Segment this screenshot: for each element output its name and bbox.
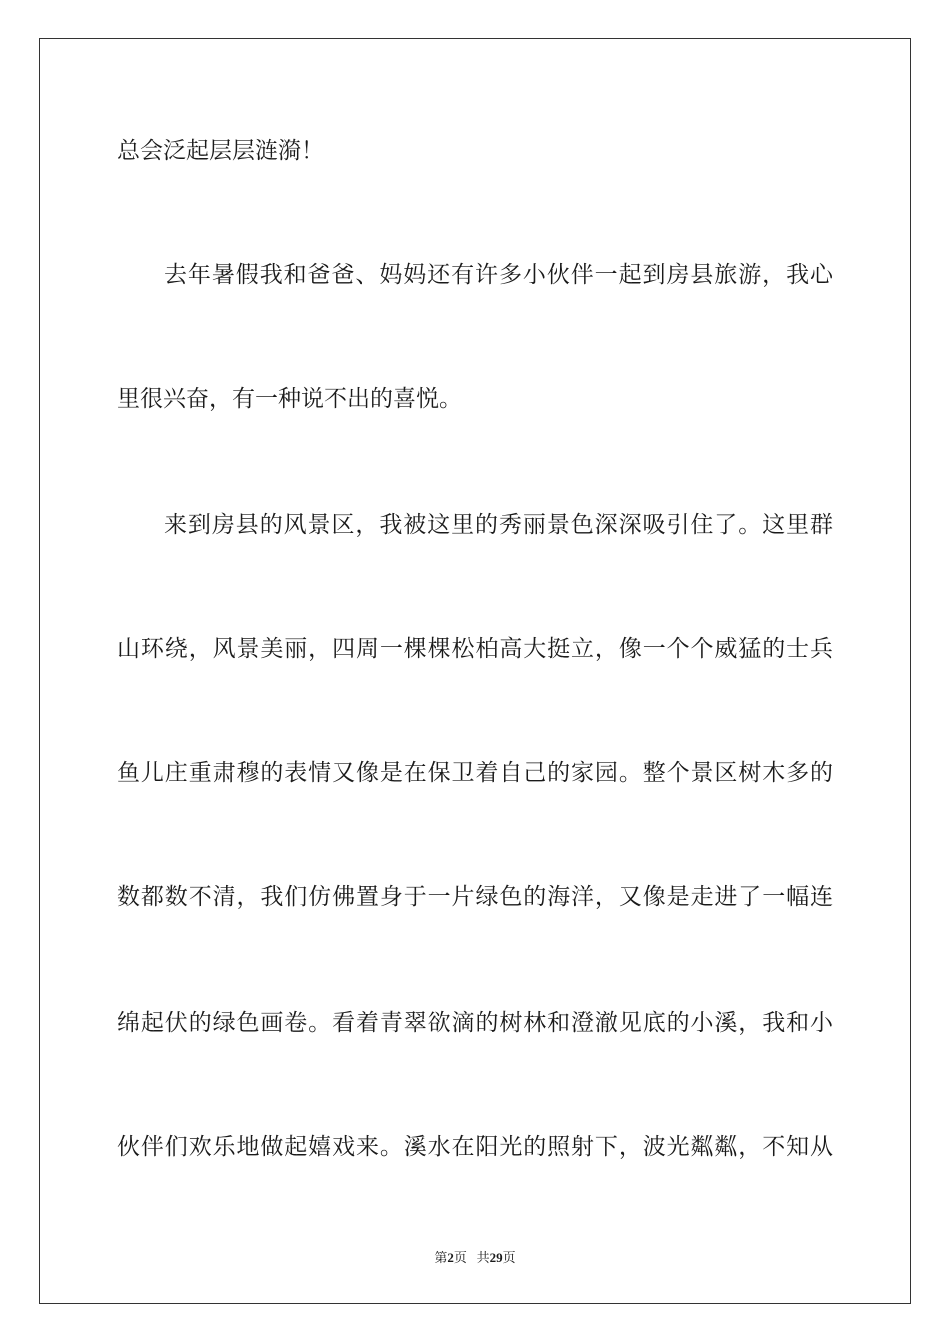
footer-total-number: 29 [489, 1250, 503, 1265]
page-border [39, 38, 911, 1304]
page-footer [0, 1247, 950, 1266]
text-line-2: 去年暑假我和爸爸、妈妈还有许多小伙伴一起到房县旅游，我心 [164, 262, 833, 288]
text-line-8: 绵起伏的绿色画卷。看着青翠欲滴的树林和澄澈见底的小溪，我和小 [117, 1010, 833, 1036]
text-line-4: 来到房县的风景区，我被这里的秀丽景色深深吸引住了。这里群 [164, 512, 833, 538]
text-line-9: 伙伴们欢乐地做起嬉戏来。溪水在阳光的照射下，波光粼粼，不知从 [117, 1134, 833, 1160]
text-line-6: 鱼儿庄重肃穆的表情又像是在保卫着自己的家园。整个景区树木多的 [117, 760, 833, 786]
footer-page-prefix: 第 [434, 1250, 448, 1265]
text-line-1: 总会泛起层层涟漪！ [117, 138, 324, 164]
footer-page-suffix: 页 [453, 1250, 467, 1265]
text-line-5: 山环绕，风景美丽，四周一棵棵松柏高大挺立，像一个个威猛的士兵 [117, 636, 833, 662]
text-line-3: 里很兴奋，有一种说不出的喜悦。 [117, 386, 462, 412]
footer-total-prefix: 共 [476, 1250, 490, 1265]
footer-page-number: 2 [447, 1250, 454, 1265]
footer-total-suffix: 页 [502, 1250, 516, 1265]
text-line-7: 数都数不清，我们仿佛置身于一片绿色的海洋，又像是走进了一幅连 [117, 884, 833, 910]
